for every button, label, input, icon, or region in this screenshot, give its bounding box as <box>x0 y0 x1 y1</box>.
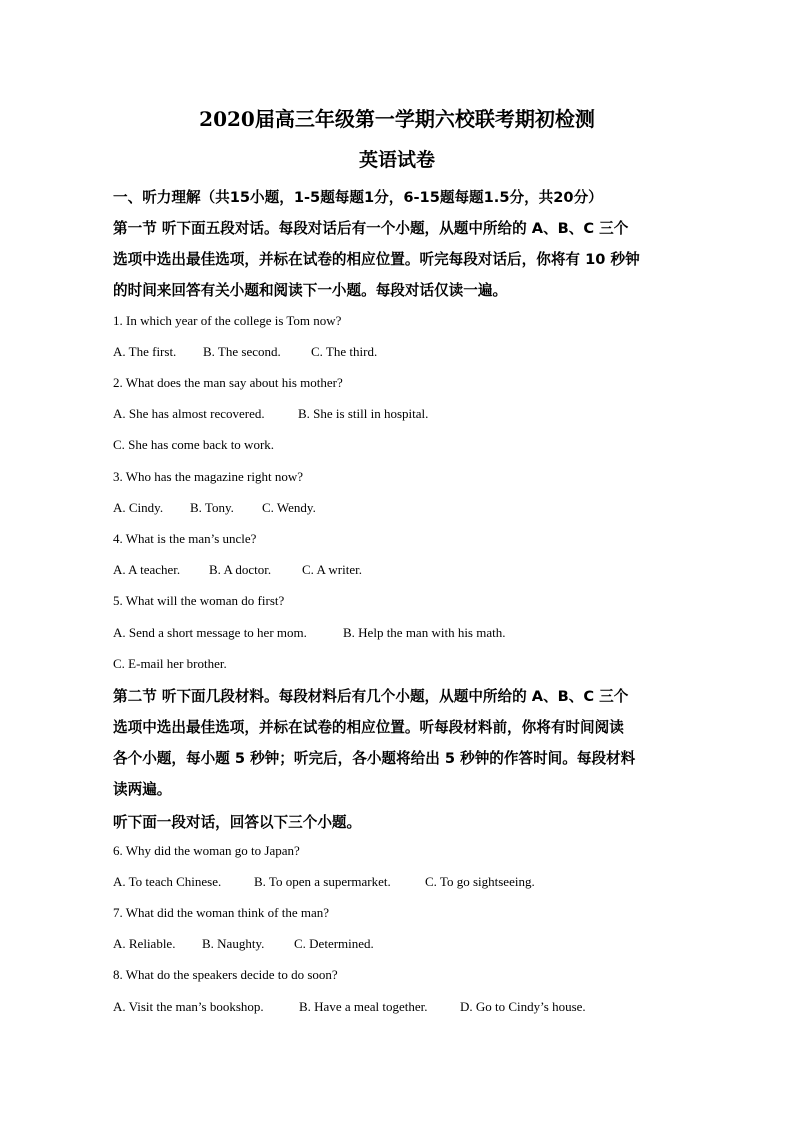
option-b: B. A doctor. <box>209 562 272 577</box>
section2-instruction-line-2: 选项中选出最佳选项，并标在试卷的相应位置。听每段材料前，你将有时间阅读 <box>113 719 624 736</box>
question-5-options <box>113 625 505 641</box>
option-c: C. The third. <box>311 344 378 359</box>
option-a: A. To teach Chinese. <box>113 874 222 889</box>
option-a: A. Reliable. <box>113 936 176 951</box>
question-7-options <box>113 936 374 952</box>
part1-heading: 一、听力理解（共15小题，1-5题每题1分，6-15题每题1.5分，共20分） <box>113 189 603 206</box>
page-title: 2020届高三年级第一学期六校联考期初检测 <box>199 107 595 131</box>
section2-instruction-line-1: 第二节 听下面几段材料。每段材料后有几个小题，从题中所给的 A、B、C 三个 <box>113 688 629 705</box>
question-2-stem: 2. What does the man say about his mother? <box>113 375 343 390</box>
question-4-options <box>113 562 362 578</box>
section2-instruction-line-3: 各个小题，每小题 5 秒钟；听完后，各小题将给出 5 秒钟的作答时间。每段材料 <box>113 750 636 767</box>
option-c: C. Wendy. <box>262 500 316 515</box>
question-1-stem: 1. In which year of the college is Tom now? <box>113 313 342 328</box>
option-a: A. Visit the man’s bookshop. <box>113 999 264 1014</box>
question-8-stem: 8. What do the speakers decide to do soon? <box>113 967 338 982</box>
option-b: B. The second. <box>203 344 281 359</box>
section2-instruction-line-4: 读两遍。 <box>113 781 172 798</box>
question-2-options <box>113 406 428 422</box>
option-b: B. Have a meal together. <box>299 999 428 1014</box>
option-b: B. Help the man with his math. <box>343 625 506 640</box>
section1-instruction-line-2: 选项中选出最佳选项，并标在试卷的相应位置。听完每段对话后，你将有 10 秒钟 <box>113 251 640 268</box>
question-3-options <box>113 500 316 516</box>
question-1-options <box>113 344 377 360</box>
question-8-options <box>113 999 586 1015</box>
option-a: A. A teacher. <box>113 562 181 577</box>
question-7-stem: 7. What did the woman think of the man? <box>113 905 330 920</box>
question-6-options <box>113 874 535 890</box>
question-3-stem: 3. Who has the magazine right now? <box>113 469 304 484</box>
option-a: A. Send a short message to her mom. <box>113 625 307 640</box>
page-subtitle: 英语试卷 <box>358 149 435 171</box>
question-5-option-c: C. E-mail her brother. <box>113 656 227 671</box>
question-4-stem: 4. What is the man’s uncle? <box>113 531 257 546</box>
dialog-intro: 听下面一段对话，回答以下三个小题。 <box>113 814 362 831</box>
option-c: C. To go sightseeing. <box>425 874 535 889</box>
option-b: B. Tony. <box>190 500 234 515</box>
section1-instruction-line-1: 第一节 听下面五段对话。每段对话后有一个小题，从题中所给的 A、B、C 三个 <box>113 220 629 237</box>
option-b: B. She is still in hospital. <box>298 406 429 421</box>
option-b: B. To open a supermarket. <box>254 874 391 889</box>
option-c: C. Determined. <box>294 936 374 951</box>
option-a: A. She has almost recovered. <box>113 406 265 421</box>
option-d: D. Go to Cindy’s house. <box>460 999 586 1014</box>
option-a: A. Cindy. <box>113 500 164 515</box>
question-2-option-c: C. She has come back to work. <box>113 437 275 452</box>
question-6-stem: 6. Why did the woman go to Japan? <box>113 843 300 858</box>
option-a: A. The first. <box>113 344 177 359</box>
section1-instruction-line-3: 的时间来回答有关小题和阅读下一小题。每段对话仅读一遍。 <box>113 282 508 299</box>
question-5-stem: 5. What will the woman do first? <box>113 593 285 608</box>
option-c: C. A writer. <box>302 562 362 577</box>
option-b: B. Naughty. <box>202 936 265 951</box>
